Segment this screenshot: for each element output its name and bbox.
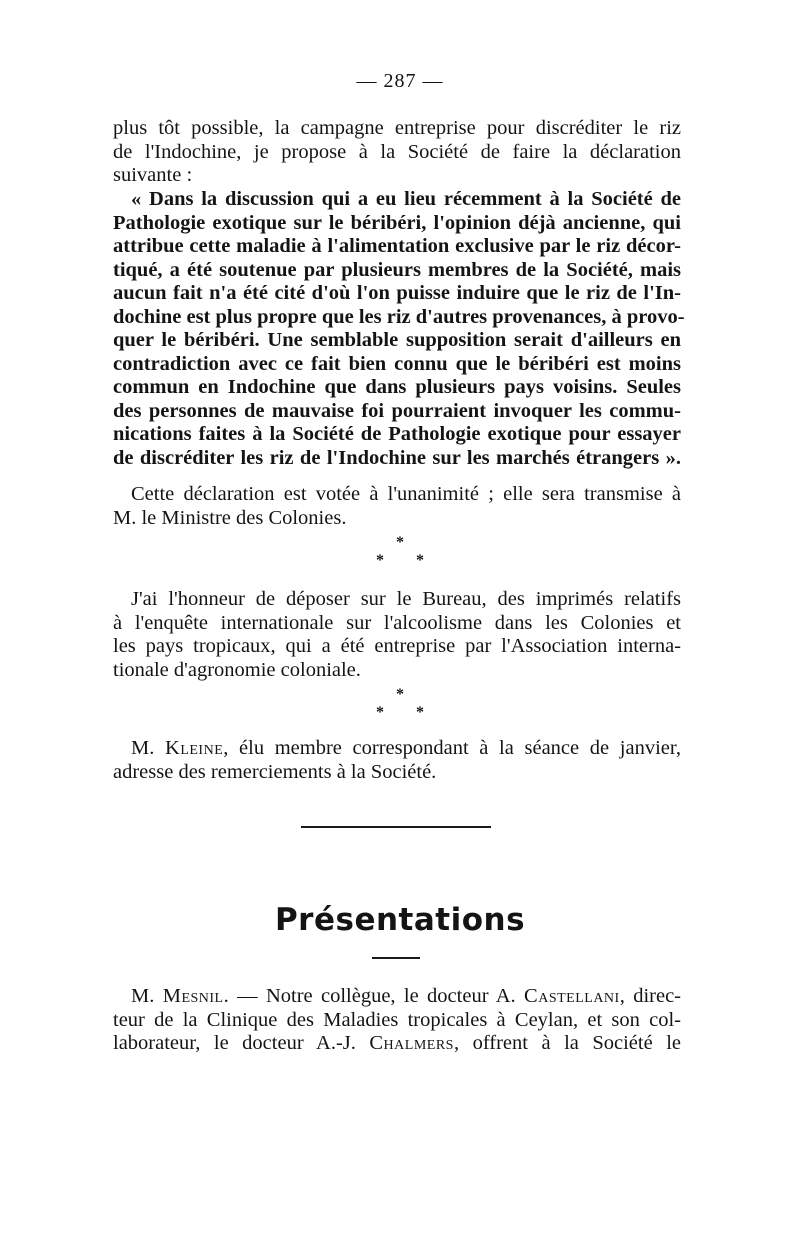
- text-line: nications faites à la Société de Pathologie exotique pour essayer: [113, 423, 681, 445]
- text-line: Pathologie exotique sur le béribéri, l'opinion déjà ancienne, qui: [113, 211, 681, 234]
- text-line: [113, 737, 681, 761]
- text-line: contradiction avec ce fait bien connu que le béribéri est moins: [113, 352, 681, 375]
- member-name: Kleine: [165, 737, 224, 759]
- page-number: — 287 —: [356, 70, 444, 92]
- text-line: « Dans la discussion qui a eu lieu récemment à la Société de: [131, 188, 681, 210]
- paragraph-presentations: [113, 985, 681, 1056]
- asterism-top: *: [396, 686, 404, 703]
- text-fragment: , direc-: [619, 985, 681, 1007]
- text-line: dochine est plus propre que les riz d'autres provenances, à provo-: [113, 305, 685, 328]
- text-fragment: laborateur, le docteur A.-J.: [113, 1032, 370, 1054]
- member-name: Mesnil: [162, 985, 224, 1007]
- paragraph-deposit: [113, 588, 681, 682]
- text-line: adresse des remerciements à la Société.: [113, 760, 437, 783]
- asterism-bottom: * *: [376, 704, 438, 721]
- horizontal-rule: [301, 826, 491, 828]
- text-line: [113, 1032, 681, 1056]
- asterism-bottom: * *: [376, 552, 438, 569]
- text-line: aucun fait n'a été cité d'où l'on puisse induire que le riz de l'In-: [113, 282, 681, 304]
- text-line: Cette déclaration est votée à l'unanimité ; elle sera transmise à: [131, 483, 681, 505]
- text-line: suivante :: [113, 164, 193, 186]
- paragraph-intro: [113, 117, 681, 188]
- text-line: des personnes de mauvaise foi pourraient invoquer les commu-: [113, 399, 681, 422]
- paragraph-declaration: [113, 188, 685, 470]
- text-line: à l'enquête internationale sur l'alcoolisme dans les Colonies et: [113, 611, 681, 634]
- text-line: les pays tropicaux, qui a été entreprise par l'Association interna-: [113, 635, 681, 657]
- text-line: plus tôt possible, la campagne entreprise pour discréditer le riz: [113, 117, 681, 139]
- text-line: [113, 985, 681, 1009]
- text-line: quer le béribéri. Une semblable supposition serait d'ailleurs en: [113, 329, 681, 351]
- text-line: commun en Indochine que dans plusieurs pays voisins. Seules: [113, 376, 681, 398]
- text-line: tiqué, a été soutenue par plusieurs membres de la Société, mais: [113, 258, 681, 281]
- text-line: attribue cette maladie à l'alimentation exclusive par le riz décor-: [113, 235, 681, 257]
- text-line: de l'Indochine, je propose à la Société de faire la déclaration: [113, 140, 681, 163]
- title-underline: [372, 957, 420, 959]
- member-name: Castellani: [524, 985, 620, 1007]
- text-fragment: . — Notre collègue, le docteur A.: [223, 985, 525, 1007]
- asterism-top: *: [396, 534, 404, 551]
- paragraph-vote: [113, 483, 681, 530]
- member-name: Chalmers: [369, 1032, 454, 1054]
- text-line: teur de la Clinique des Maladies tropicales à Ceylan, et son col-: [113, 1008, 681, 1031]
- text-line: J'ai l'honneur de déposer sur le Bureau, des imprimés relatifs: [131, 588, 681, 610]
- paragraph-kleine: [113, 737, 681, 784]
- text-fragment: , offrent à la Société le: [453, 1032, 681, 1054]
- section-title: Présentations: [274, 902, 526, 938]
- text-fragment: M.: [131, 985, 163, 1007]
- text-fragment: M.: [131, 737, 166, 759]
- text-line: tionale d'agronomie coloniale.: [113, 658, 361, 681]
- asterism-separator: [0, 534, 800, 570]
- text-line: de discréditer les riz de l'Indochine sur les marchés étrangers ».: [113, 446, 681, 469]
- text-fragment: , élu membre correspondant à la séance de janvier,: [223, 737, 682, 759]
- text-line: M. le Ministre des Colonies.: [113, 506, 347, 529]
- asterism-separator: [0, 686, 800, 722]
